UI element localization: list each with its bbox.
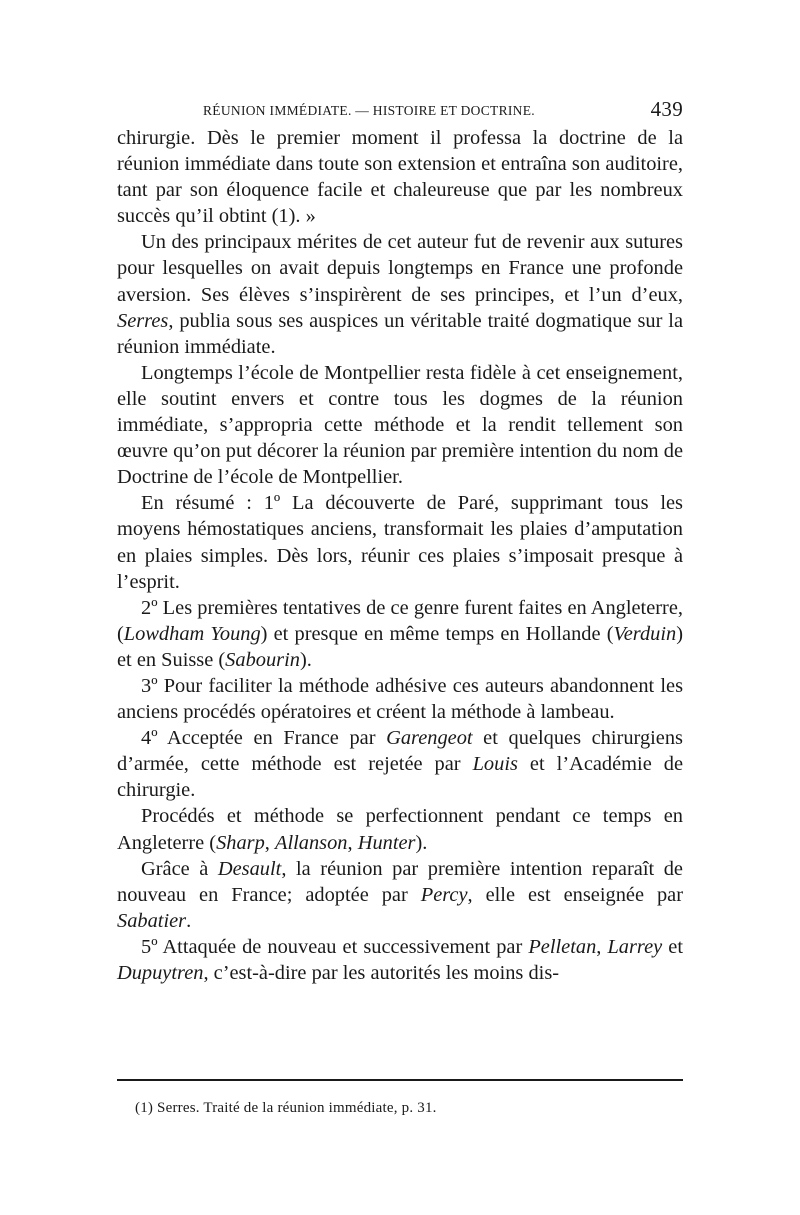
author-name: Louis	[472, 753, 518, 776]
footnote: (1) Serres. Traité de la réunion immédiate, p. 31.	[135, 1100, 437, 1116]
paragraph-7: 4º Acceptée en France par Garengeot et quelques chirurgiens d’armée, cette méthode est rejetée par Louis et l’Académie de chirurgie.	[117, 727, 683, 802]
page-number: 439	[650, 97, 683, 121]
footnote-rule	[117, 1079, 683, 1081]
paragraph-8: Procédés et méthode se perfectionnent pendant ce temps en Angleterre (Sharp, Allanson, Hunter).	[117, 805, 683, 854]
author-name: Verduin	[613, 622, 677, 645]
running-title: RÉUNION IMMÉDIATE. — HISTOIRE ET DOCTRINE.	[203, 103, 535, 118]
body-text	[117, 125, 683, 986]
paragraph-6: 3º Pour faciliter la méthode adhésive ces auteurs abandonnent les anciens procédés opératoires et créent la méthode à lambeau.	[117, 674, 683, 724]
author-name: Hunter	[357, 831, 416, 854]
author-name: Serres	[117, 309, 169, 332]
paragraph-10: 5º Attaquée de nouveau et successivement par Pelletan, Larrey et Dupuytren, c’est-à-dire par les autorités les moins dis-	[117, 935, 683, 984]
paragraph-4: En résumé : 1º La découverte de Paré, supprimant tous les moyens hémostatiques anciens, transformait les plaies d’amputation en plaies simples. Dès lors, réunir ces plaies s’imposait presque à l’esprit.	[117, 492, 683, 593]
paragraph-3: Longtemps l’école de Montpellier resta fidèle à cet enseignement, elle soutint envers et contre tous les dogmes de la réunion immédiate, s’appropria cette méthode et la rendit tellement son œuvre qu’on put décorer la réunion par première intention du nom de Doctrine de l’école de Montpellier.	[117, 361, 683, 489]
page	[117, 95, 683, 986]
author-name: Garengeot	[386, 727, 473, 750]
paragraph-5: 2º Les premières tentatives de ce genre furent faites en Angleterre, (Lowdham Young) et presque en même temps en Hollande (Verduin) et en Suisse (Sabourin).	[117, 596, 683, 671]
running-head	[117, 95, 683, 125]
paragraph-2: Un des principaux mérites de cet auteur fut de revenir aux sutures pour lesquelles on avait depuis longtemps en France une profonde aversion. Ses élèves s’inspirèrent de ses principes, et l’un d’eux, Serres, publia sous ses auspices un véritable traité dogmatique sur la réunion immédiate.	[117, 231, 683, 358]
author-name: Lowdham Young	[123, 622, 261, 645]
author-name: Larrey	[607, 935, 663, 958]
author-name: Allanson	[275, 831, 348, 854]
paragraph-1: chirurgie. Dès le premier moment il professa la doctrine de la réunion immédiate dans toute son extension et entraîna son auditoire, tant par son éloquence facile et chaleureuse que par les nombreux succès qu’il obtint (1). »	[117, 127, 683, 228]
author-name: Pelletan	[528, 935, 597, 958]
author-name: Sharp	[216, 831, 265, 854]
author-name: Dupuytren	[117, 962, 204, 984]
paragraph-9: Grâce à Desault, la réunion par première intention reparaît de nouveau en France; adoptée par Percy, elle est enseignée par Sabatier.	[117, 857, 683, 932]
author-name: Sabatier	[117, 909, 187, 932]
author-name: Sabourin	[225, 648, 300, 671]
author-name: Percy	[420, 883, 468, 906]
author-name: Desault	[217, 857, 282, 880]
